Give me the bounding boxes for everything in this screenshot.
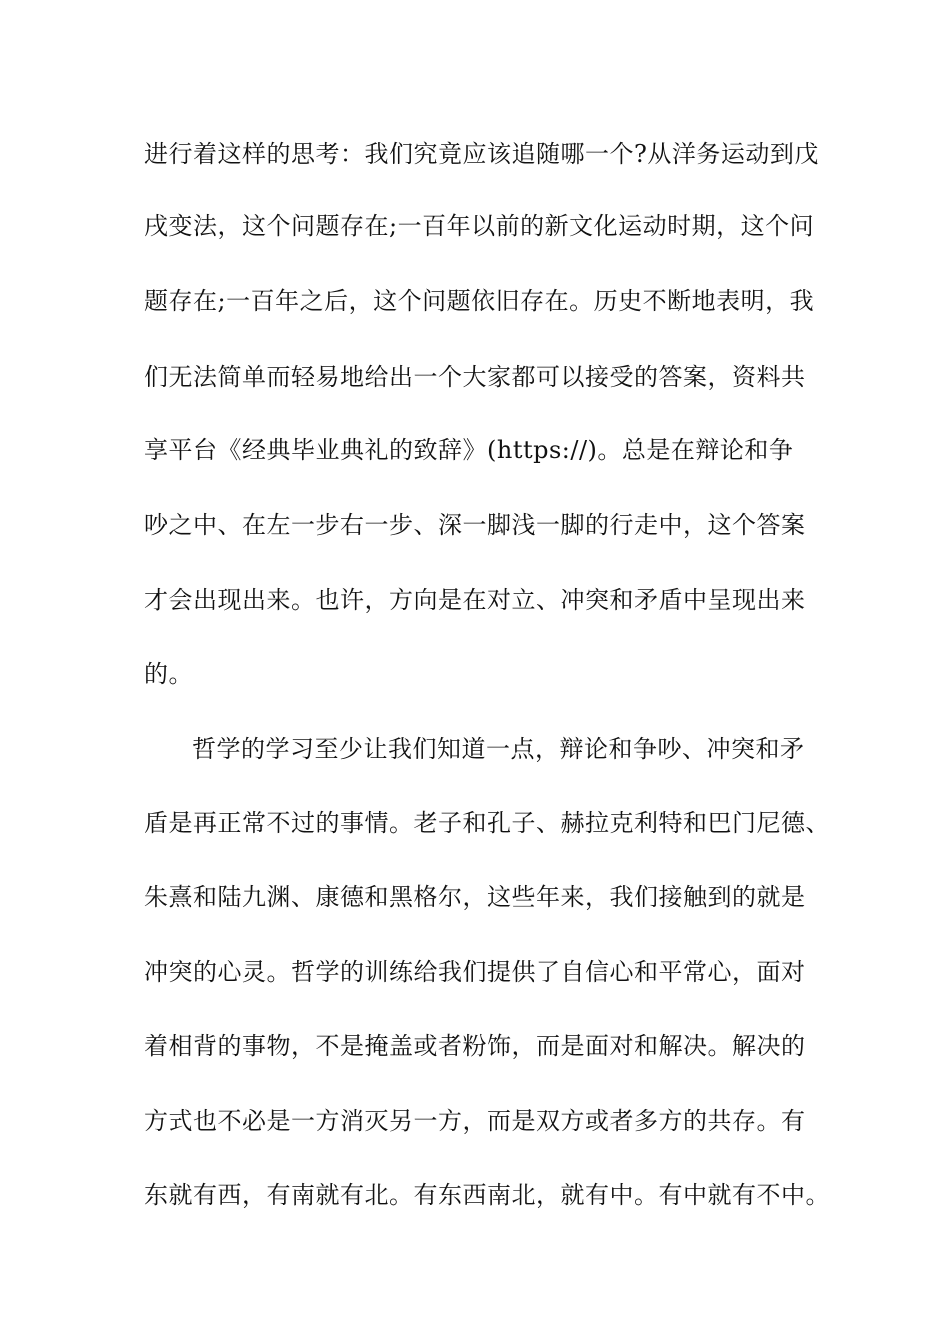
text-line: 吵之中、在左一步右一步、深一脚浅一脚的行走中，这个答案	[144, 511, 806, 539]
text-line: 才会出现出来。也许，方向是在对立、冲突和矛盾中呈现出来	[144, 586, 806, 614]
text-line: 朱熹和陆九渊、康德和黑格尔，这些年来，我们接触到的就是	[144, 883, 806, 911]
text-line: 盾是再正常不过的事情。老子和孔子、赫拉克利特和巴门尼德、	[144, 809, 830, 837]
text-line: 的。	[144, 660, 193, 688]
text-line: 方式也不必是一方消灭另一方，而是双方或者多方的共存。有	[144, 1107, 806, 1135]
text-line: 们无法简单而轻易地给出一个大家都可以接受的答案，资料共	[144, 363, 806, 391]
text-line: 哲学的学习至少让我们知道一点，辩论和争吵、冲突和矛	[192, 735, 805, 763]
text-line: 着相背的事物，不是掩盖或者粉饰，而是面对和解决。解决的	[144, 1032, 806, 1060]
text-line: 进行着这样的思考：我们究竟应该追随哪一个?从洋务运动到戊	[144, 140, 819, 168]
text-line: 冲突的心灵。哲学的训练给我们提供了自信心和平常心，面对	[144, 958, 806, 986]
text-line: 戌变法，这个问题存在;一百年以前的新文化运动时期，这个问	[144, 212, 815, 240]
text-line: 享平台《经典毕业典礼的致辞》(https://)。总是在辩论和争	[144, 436, 794, 464]
text-line: 题存在;一百年之后，这个问题依旧存在。历史不断地表明，我	[144, 287, 815, 315]
text-line: 东就有西，有南就有北。有东西南北，就有中。有中就有不中。	[144, 1181, 830, 1209]
